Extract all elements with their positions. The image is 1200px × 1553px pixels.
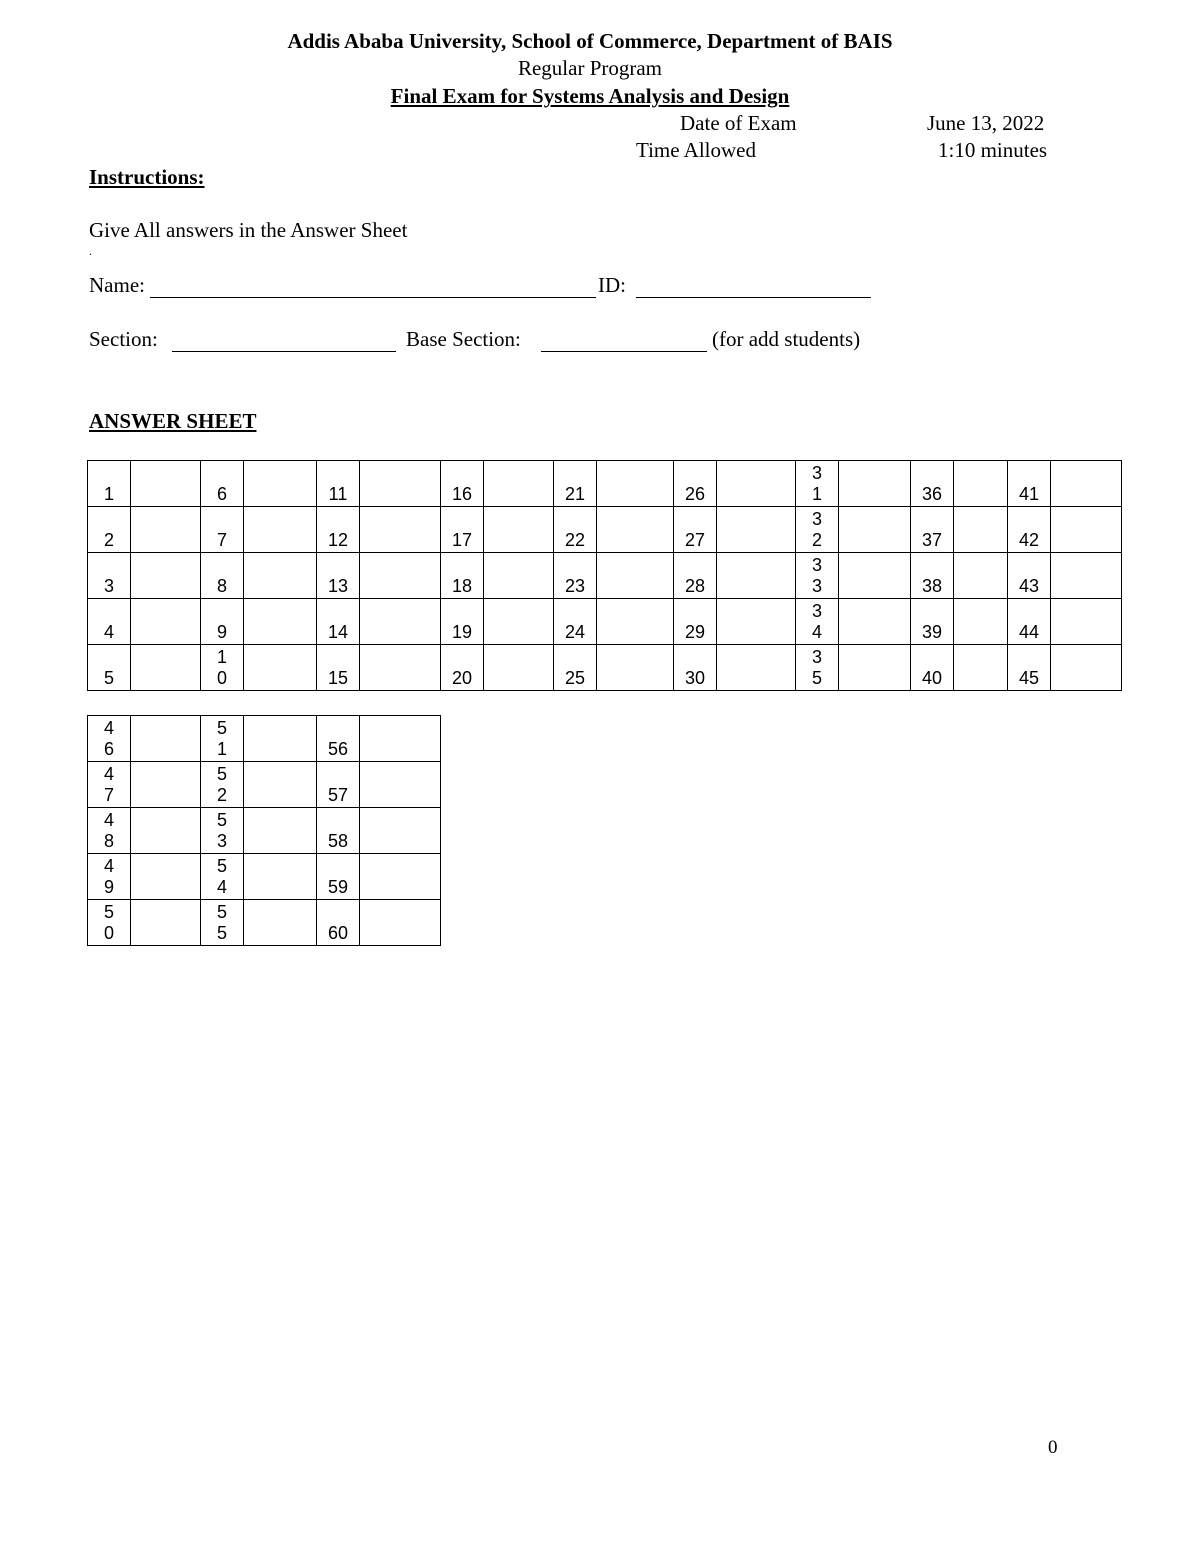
answer-cell[interactable] <box>839 461 911 507</box>
answer-sheet-heading: ANSWER SHEET <box>89 409 257 433</box>
answer-cell[interactable] <box>1051 507 1122 553</box>
answer-cell[interactable] <box>597 507 674 553</box>
question-number: 15 <box>317 645 360 691</box>
question-number: 4 <box>88 599 131 645</box>
question-number: 30 <box>674 645 717 691</box>
answer-cell[interactable] <box>360 900 441 946</box>
question-number: 5 2 <box>201 762 244 808</box>
exam-title: Final Exam for Systems Analysis and Design <box>390 84 790 108</box>
question-number: 36 <box>911 461 954 507</box>
answer-cell[interactable] <box>954 507 1008 553</box>
answer-cell[interactable] <box>954 645 1008 691</box>
question-number: 7 <box>201 507 244 553</box>
section-label: Section: <box>89 327 158 351</box>
answer-cell[interactable] <box>360 808 441 854</box>
question-number: 5 <box>88 645 131 691</box>
question-number: 22 <box>554 507 597 553</box>
program-subtitle: Regular Program <box>517 56 663 80</box>
table-row <box>88 808 441 854</box>
question-number: 26 <box>674 461 717 507</box>
answer-cell[interactable] <box>717 507 796 553</box>
table-row <box>88 762 441 808</box>
answer-cell[interactable] <box>360 645 441 691</box>
answer-cell[interactable] <box>244 900 317 946</box>
question-number: 1 0 <box>201 645 244 691</box>
date-label: Date of Exam <box>680 111 797 135</box>
answer-cell[interactable] <box>717 461 796 507</box>
question-number: 5 1 <box>201 716 244 762</box>
answer-cell[interactable] <box>131 507 201 553</box>
answer-table-1 <box>87 460 1122 691</box>
answer-cell[interactable] <box>597 461 674 507</box>
answer-cell[interactable] <box>360 854 441 900</box>
answer-cell[interactable] <box>954 553 1008 599</box>
question-number: 4 9 <box>88 854 131 900</box>
answer-cell[interactable] <box>131 854 201 900</box>
answer-cell[interactable] <box>131 645 201 691</box>
instructions-dot: . <box>89 244 92 258</box>
question-number: 37 <box>911 507 954 553</box>
question-number: 25 <box>554 645 597 691</box>
answer-cell[interactable] <box>717 599 796 645</box>
question-number: 21 <box>554 461 597 507</box>
question-number: 3 2 <box>796 507 839 553</box>
table-row <box>88 553 1122 599</box>
question-number: 2 <box>88 507 131 553</box>
page-number: 0 <box>1048 1437 1058 1458</box>
table-row <box>88 716 441 762</box>
answer-cell[interactable] <box>360 461 441 507</box>
answer-cell[interactable] <box>131 808 201 854</box>
question-number: 4 7 <box>88 762 131 808</box>
question-number: 14 <box>317 599 360 645</box>
question-number: 60 <box>317 900 360 946</box>
question-number: 39 <box>911 599 954 645</box>
university-heading: Addis Ababa University, School of Commerce, Department of BAIS <box>287 29 893 53</box>
answer-cell[interactable] <box>1051 461 1122 507</box>
answer-cell[interactable] <box>244 507 317 553</box>
answer-cell[interactable] <box>360 599 441 645</box>
question-number: 23 <box>554 553 597 599</box>
question-number: 56 <box>317 716 360 762</box>
table-row <box>88 507 1122 553</box>
question-number: 9 <box>201 599 244 645</box>
answer-cell[interactable] <box>484 645 554 691</box>
question-number: 5 4 <box>201 854 244 900</box>
answer-cell[interactable] <box>131 762 201 808</box>
question-number: 11 <box>317 461 360 507</box>
answer-cell[interactable] <box>597 553 674 599</box>
question-number: 40 <box>911 645 954 691</box>
question-number: 3 3 <box>796 553 839 599</box>
question-number: 59 <box>317 854 360 900</box>
answer-cell[interactable] <box>1051 645 1122 691</box>
base-section-line[interactable] <box>541 351 707 352</box>
table-row <box>88 645 1122 691</box>
answer-cell[interactable] <box>597 599 674 645</box>
name-line[interactable] <box>150 297 596 298</box>
instructions-text: Give All answers in the Answer Sheet <box>89 218 408 242</box>
question-number: 18 <box>441 553 484 599</box>
answer-cell[interactable] <box>244 461 317 507</box>
question-number: 5 5 <box>201 900 244 946</box>
question-number: 43 <box>1008 553 1051 599</box>
question-number: 24 <box>554 599 597 645</box>
question-number: 19 <box>441 599 484 645</box>
answer-cell[interactable] <box>484 507 554 553</box>
question-number: 41 <box>1008 461 1051 507</box>
answer-cell[interactable] <box>839 553 911 599</box>
question-number: 45 <box>1008 645 1051 691</box>
id-label: ID: <box>598 273 626 297</box>
question-number: 28 <box>674 553 717 599</box>
question-number: 4 6 <box>88 716 131 762</box>
id-line[interactable] <box>636 297 871 298</box>
answer-cell[interactable] <box>244 762 317 808</box>
question-number: 57 <box>317 762 360 808</box>
table-row <box>88 599 1122 645</box>
answer-cell[interactable] <box>360 553 441 599</box>
question-number: 5 0 <box>88 900 131 946</box>
answer-cell[interactable] <box>360 507 441 553</box>
answer-cell[interactable] <box>244 645 317 691</box>
question-number: 3 4 <box>796 599 839 645</box>
answer-cell[interactable] <box>1051 599 1122 645</box>
answer-cell[interactable] <box>131 599 201 645</box>
answer-cell[interactable] <box>484 599 554 645</box>
time-label: Time Allowed <box>636 138 756 162</box>
question-number: 44 <box>1008 599 1051 645</box>
question-number: 38 <box>911 553 954 599</box>
question-number: 20 <box>441 645 484 691</box>
base-section-label: Base Section: <box>406 327 521 351</box>
answer-cell[interactable] <box>597 645 674 691</box>
section-line[interactable] <box>172 351 396 352</box>
answer-cell[interactable] <box>244 553 317 599</box>
question-number: 4 8 <box>88 808 131 854</box>
answer-cell[interactable] <box>244 599 317 645</box>
answer-cell[interactable] <box>717 553 796 599</box>
answer-cell[interactable] <box>484 553 554 599</box>
answer-cell[interactable] <box>360 762 441 808</box>
question-number: 42 <box>1008 507 1051 553</box>
answer-cell[interactable] <box>839 507 911 553</box>
table-row <box>88 900 441 946</box>
answer-cell[interactable] <box>131 716 201 762</box>
answer-cell[interactable] <box>244 716 317 762</box>
question-number: 17 <box>441 507 484 553</box>
date-value: June 13, 2022 <box>927 111 1045 135</box>
question-number: 3 5 <box>796 645 839 691</box>
question-number: 27 <box>674 507 717 553</box>
question-number: 12 <box>317 507 360 553</box>
answer-cell[interactable] <box>954 599 1008 645</box>
question-number: 3 <box>88 553 131 599</box>
name-label: Name: <box>89 273 145 297</box>
instructions-heading: Instructions: <box>89 165 205 189</box>
answer-cell[interactable] <box>1051 553 1122 599</box>
time-value: 1:10 minutes <box>938 138 1048 162</box>
question-number: 8 <box>201 553 244 599</box>
question-number: 3 1 <box>796 461 839 507</box>
answer-cell[interactable] <box>131 900 201 946</box>
answer-cell[interactable] <box>131 553 201 599</box>
question-number: 29 <box>674 599 717 645</box>
answer-cell[interactable] <box>954 461 1008 507</box>
answer-cell[interactable] <box>717 645 796 691</box>
question-number: 6 <box>201 461 244 507</box>
answer-cell[interactable] <box>360 716 441 762</box>
answer-cell[interactable] <box>244 808 317 854</box>
table-row <box>88 854 441 900</box>
question-number: 1 <box>88 461 131 507</box>
question-number: 13 <box>317 553 360 599</box>
answer-cell[interactable] <box>839 599 911 645</box>
question-number: 16 <box>441 461 484 507</box>
answer-cell[interactable] <box>484 461 554 507</box>
answer-table-2 <box>87 715 441 946</box>
add-students-note: (for add students) <box>712 327 861 351</box>
question-number: 5 3 <box>201 808 244 854</box>
answer-cell[interactable] <box>131 461 201 507</box>
question-number: 58 <box>317 808 360 854</box>
table-row <box>88 461 1122 507</box>
answer-cell[interactable] <box>839 645 911 691</box>
answer-cell[interactable] <box>244 854 317 900</box>
